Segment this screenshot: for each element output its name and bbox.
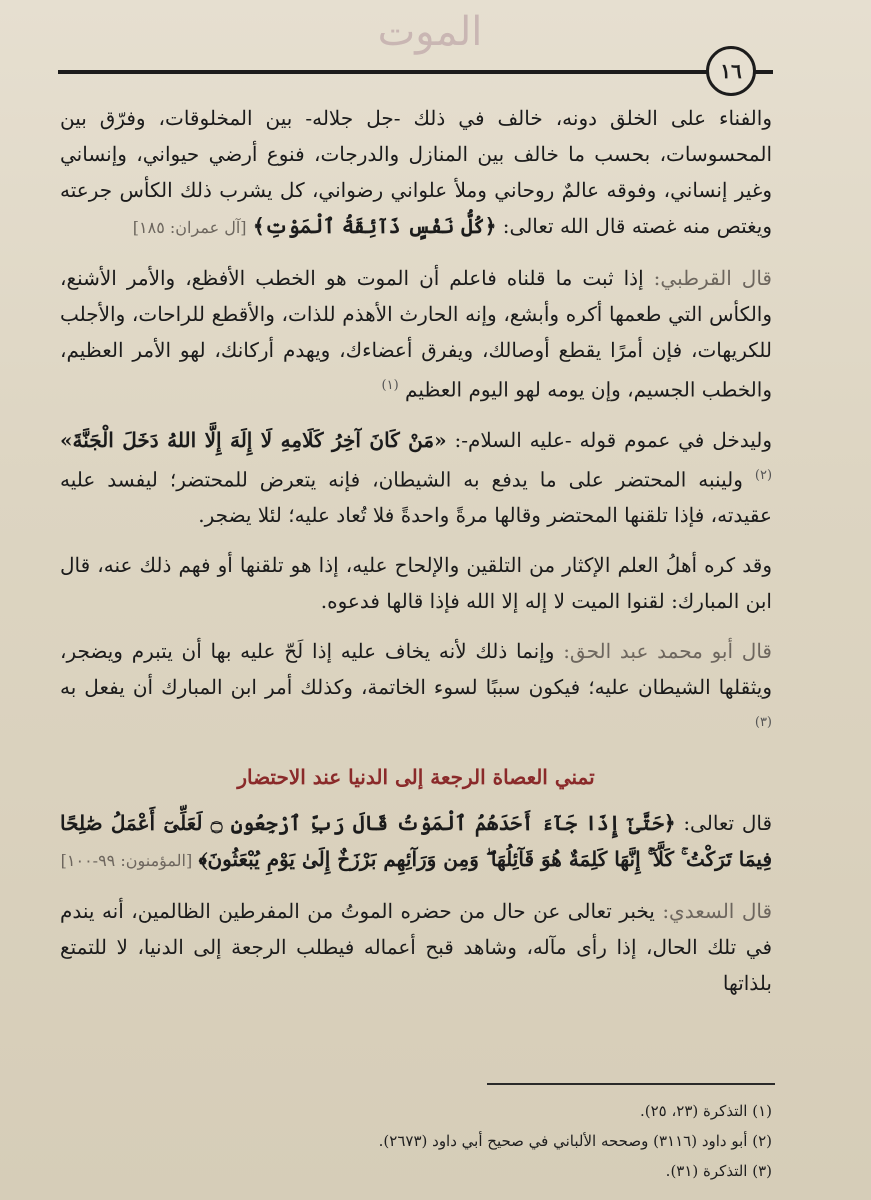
paragraph-5 [60, 633, 772, 745]
paragraph-text: وقد كره أهلُ العلم الإكثار من التلقين والإلحاح عليه، إذا هو تلقنها أو فهم ذلك عنه، قال ابن المبارك: لقنوا الميت لا إله إلا الله فإذا قالها فدعوه. [60, 553, 772, 614]
speaker-lead: قال السعدي: [662, 898, 773, 923]
paragraph-4 [60, 547, 772, 619]
running-header-title: الموت [377, 9, 483, 55]
paragraph-text: إذا ثبت ما قلناه فاعلم أن الموت هو الخطب الأفظع، والأمر الأشنع، والكأس التي طعمها أكره وأبشع، وإنه الحارث الأهذم للذات، والأقطع للراحات، والأجلب للكريهات، فإن أمرًا يقطع أوصالك، ويفرق أعضاءك، ويهدم أركانك، لهو الأمر العظيم، والخطب الجسيم، وإن يومه لهو اليوم العظيم [60, 266, 773, 402]
paragraph-1 [60, 100, 772, 246]
footnotes [300, 1096, 772, 1186]
page-number-ornament [706, 46, 756, 96]
quran-verse: ﴿حَتَّىٰٓ إِذَا جَآءَ أَحَدَهُمُ ٱلْمَوْتُ قَالَ رَبِّ ٱرْجِعُونِ ۝ لَعَلِّىٓ أَعْمَلُ صَٰلِحًا فِيمَا تَرَكْتُ ۚ كَلَّآ ۚ إِنَّهَا كَلِمَةٌ هُوَ قَآئِلُهَا ۖ وَمِن وَرَآئِهِم بَرْزَخٌ إِلَىٰ يَوْمِ يُبْعَثُونَ﴾ [60, 810, 772, 871]
paragraph-text-continued: ولينبه المحتضر على ما يدفع به الشيطان، فإنه يتعرض للمحتضر؛ ليفسد عليه عقيدته، فإذا تلقنها المحتضر وقالها مرةً واحدةً فلا تُعاد عليه؛ لئلا يضجر. [60, 467, 772, 528]
paragraph-3 [60, 422, 772, 534]
paragraph-2 [60, 260, 772, 408]
paragraph-text: وليدخل في عموم قوله -عليه السلام-: [454, 427, 773, 452]
speaker-lead: قال القرطبي: [653, 266, 772, 290]
paragraph-7 [60, 893, 772, 1001]
footnote-marker: (٣) [754, 715, 772, 731]
page-number: ١٦ [706, 46, 756, 96]
footnote-3: (٣) التذكرة (٣١). [665, 1162, 772, 1180]
hadith-quote: «مَنْ كَانَ آخِرُ كَلَامِهِ لَا إِلَهَ إِلَّا اللهُ دَخَلَ الْجَنَّةَ» [60, 427, 447, 452]
verse-reference: [آل عمران: ١٨٥] [132, 218, 247, 237]
quran-verse: ﴿كُلُّ نَفْسٍ ذَآئِقَةُ ٱلْمَوْتِ﴾ [252, 214, 497, 238]
section-heading: تمني العصاة الرجعة إلى الدنيا عند الاحتضار [237, 764, 595, 789]
footnote-separator [487, 1083, 775, 1085]
footnote-marker: (١) [381, 378, 399, 393]
header-rule [58, 70, 708, 74]
footnote-2: (٢) أبو داود (٣١١٦) وصححه الألباني في صحيح أبي داود (٢٦٧٣). [378, 1132, 772, 1150]
paragraph-text: وإنما ذلك لأنه يخاف عليه إذا لَحّ عليه بها أن يتبرم ويضجر، ويثقلها الشيطان عليه؛ فيكون سببًا لسوء الخاتمة، وكذلك أمر ابن المبارك أن يفعل به [60, 639, 772, 700]
speaker-lead: قال أبو محمد عبد الحق: [563, 639, 772, 664]
footnote-1: (١) التذكرة (٢٣، ٢٥). [639, 1102, 772, 1120]
paragraph-6 [60, 805, 772, 879]
verse-reference: [المؤمنون: ٩٩-١٠٠] [60, 850, 193, 870]
paragraph-text: يخبر تعالى عن حال من حضره الموتُ من المفرطين الظالمين، أنه يندم في تلك الحال، إذا رأى مآله، وشاهد قبح أعماله فيطلب الرجعة إلى الدنيا، لا للتمتع بلذاتها [60, 898, 772, 995]
main-text [60, 100, 772, 1015]
header-rule-end [755, 70, 773, 74]
footnote-marker: (٢) [754, 467, 773, 483]
paragraph-text: والفناء على الخلق دونه، خالف في ذلك -جل جلاله- بين المخلوقات، وفرّق بين المحسوسات، بحسب ما خالف بين المنازل والدرجات، فنوع أرضي حيواني، وإنساني وغير إنساني، وفوقه عالمٌ روحاني وملأ علواني رضواني، كل يشرب ذلك الكأس جرعته ويغتص منه غصته قال الله تعالى: [60, 106, 772, 238]
paragraph-text: قال تعالى: [683, 810, 773, 835]
